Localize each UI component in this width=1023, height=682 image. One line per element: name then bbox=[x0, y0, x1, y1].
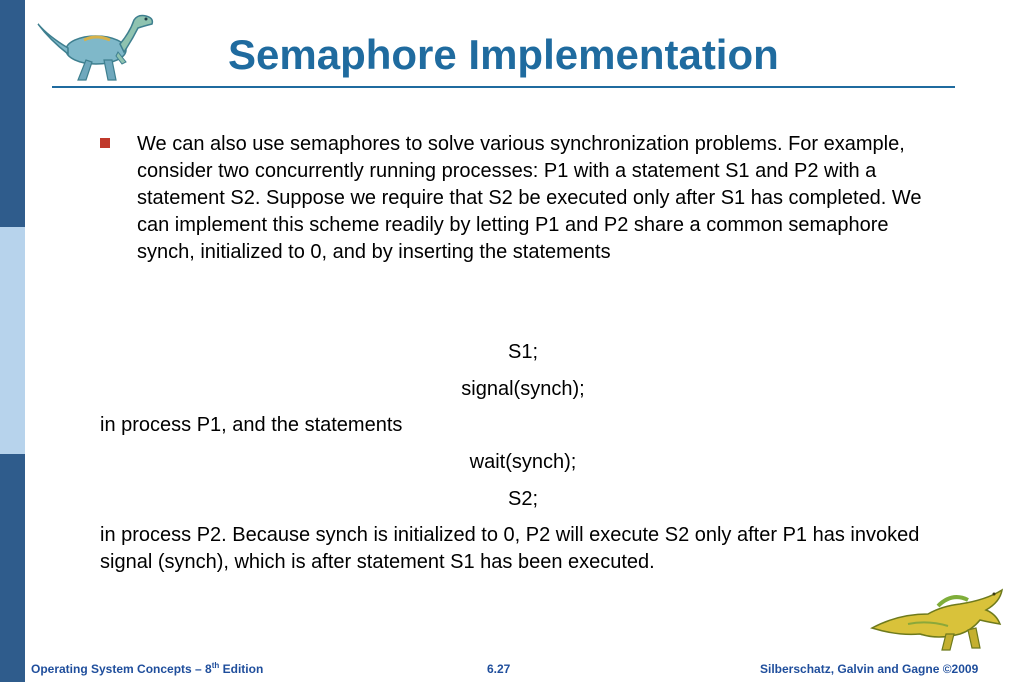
sidebar-segment-top bbox=[0, 0, 25, 227]
title-divider bbox=[52, 86, 955, 88]
bullet-item bbox=[100, 131, 950, 266]
footer-page-number: 6.27 bbox=[487, 662, 511, 676]
between-text: in process P1, and the statements bbox=[100, 414, 403, 436]
code-line-s1: S1; bbox=[507, 341, 539, 363]
footer-book-prefix: Operating System Concepts – 8 bbox=[31, 662, 212, 676]
code-line-signal: signal(synch); bbox=[461, 378, 585, 400]
bullet-text: We can also use semaphores to solve various synchronization problems. For example, consider two concurrently running processes: P1 with a statement S1 and P2 with a statement S2. Suppose we require that S2 be executed only after S1 has completed. We can implement this scheme readily by letting P1 and P2 share a common semaphore synch, initialized to 0, and by inserting the statements bbox=[137, 133, 922, 263]
dinosaur-icon bbox=[34, 6, 164, 86]
footer-book-title bbox=[31, 662, 263, 676]
footer-authors: Silberschatz, Galvin and Gagne ©2009 bbox=[760, 662, 979, 676]
code-line-s2: S2; bbox=[507, 488, 539, 510]
code-line-wait: wait(synch); bbox=[469, 451, 577, 473]
footer-book-sup: th bbox=[211, 661, 220, 670]
dinosaur-icon bbox=[868, 584, 1016, 654]
square-bullet-icon bbox=[100, 138, 110, 148]
slide-title: Semaphore Implementation bbox=[228, 31, 779, 78]
closing-text: in process P2. Because synch is initialized to 0, P2 will execute S2 only after P1 has invoked signal (synch), which is after statement S1 has been executed. bbox=[100, 524, 920, 573]
footer-book-suffix: Edition bbox=[219, 662, 264, 676]
